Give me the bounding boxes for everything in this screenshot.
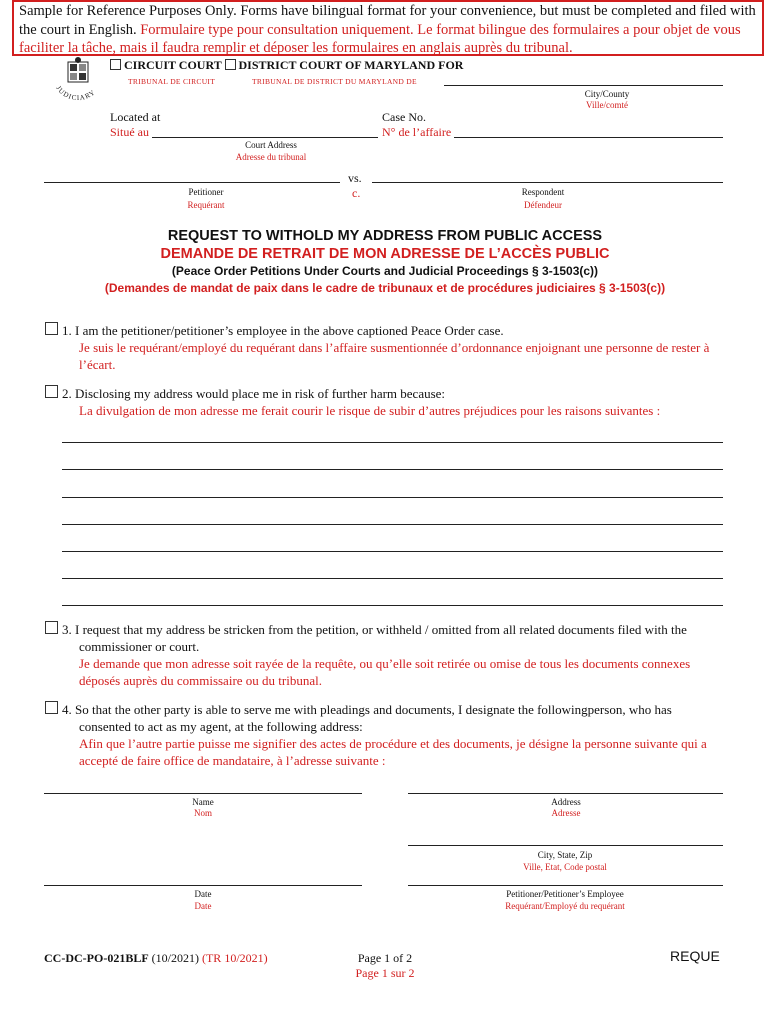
- case-no-label: Case No.: [382, 110, 426, 124]
- item-2: [62, 385, 722, 419]
- item-4: [62, 701, 722, 769]
- address-line[interactable]: [408, 793, 723, 794]
- item-4-text: 4. So that the other party is able to serve me with pleadings and documents, I designate the followingperson, who has consented to act as my agent, at the following address:: [62, 702, 672, 734]
- item-2-text-fr: La divulgation de mon adresse me ferait courir le risque de subir d’autres préjudices pour les raisons suivantes :: [79, 403, 661, 418]
- petitioner-employee-caption-fr: Requérant/Employé du requérant: [505, 901, 625, 911]
- city-state-zip-caption-fr: Ville, Etat, Code postal: [523, 862, 607, 872]
- reque-label: REQUE: [670, 948, 720, 964]
- page-number: Page 1 of 2: [357, 951, 413, 965]
- reason-line[interactable]: [62, 578, 723, 579]
- item-3: [62, 621, 722, 689]
- form-subtitle-fr: (Demandes de mandat de paix dans le cadre de tribunaux et de procédures judiciaires § 3-1503(c)): [104, 281, 666, 295]
- petitioner-employee-caption: Petitioner/Petitioner’s Employee: [506, 889, 624, 899]
- item-2-text: 2. Disclosing my address would place me in risk of further harm because:: [62, 386, 446, 401]
- item-4-checkbox[interactable]: [45, 701, 58, 714]
- reason-line[interactable]: [62, 605, 723, 606]
- court-address-caption: Court Address: [245, 140, 297, 150]
- vs-label: vs.: [348, 171, 362, 185]
- address-caption: Address: [551, 797, 581, 807]
- district-court-label-fr: TRIBUNAL DE DISTRICT DU MARYLAND DE: [252, 77, 417, 86]
- respondent-line[interactable]: [372, 182, 723, 183]
- petitioner-caption-fr: Requérant: [187, 200, 225, 210]
- city-county-label: City/County: [584, 89, 630, 99]
- translation-date: (TR 10/2021): [201, 951, 268, 965]
- circuit-court-label-fr: TRIBUNAL DE CIRCUIT: [128, 77, 216, 86]
- item-1: [62, 322, 722, 373]
- reason-line[interactable]: [62, 551, 723, 552]
- item-3-text-fr: Je demande que mon adresse soit rayée de la requête, ou qu’elle soit retirée ou omise de tous les documents connexes déposés auprès du commissaire ou du tribunal.: [79, 656, 691, 688]
- form-id: [44, 951, 268, 966]
- date-caption: Date: [194, 889, 212, 899]
- circuit-court-checkbox[interactable]: [110, 59, 121, 70]
- date-caption-fr: Date: [194, 901, 212, 911]
- seal-text: JUDICIARY: [54, 84, 98, 102]
- located-at-label-fr: Situé au: [110, 125, 149, 139]
- item-1-text: 1. I am the petitioner/petitioner’s employee in the above captioned Peace Order case.: [62, 323, 504, 338]
- petitioner-signature-line[interactable]: [408, 885, 723, 886]
- form-subtitle: (Peace Order Petitions Under Courts and Judicial Proceedings § 3-1503(c)): [171, 264, 599, 278]
- reason-line[interactable]: [62, 497, 723, 498]
- form-date: (10/2021): [151, 951, 199, 965]
- name-caption-fr: Nom: [194, 808, 212, 818]
- respondent-caption-fr: Défendeur: [524, 200, 562, 210]
- svg-text:JUDICIARY: [54, 84, 97, 102]
- petitioner-caption: Petitioner: [188, 187, 224, 197]
- city-county-line[interactable]: [444, 85, 723, 86]
- reason-line[interactable]: [62, 524, 723, 525]
- item-3-checkbox[interactable]: [45, 621, 58, 634]
- form-number: CC-DC-PO-021BLF: [44, 951, 149, 965]
- city-county-label-fr: Ville/comté: [586, 100, 628, 110]
- reference-notice: [12, 0, 764, 56]
- item-1-checkbox[interactable]: [45, 322, 58, 335]
- notice-english: Sample for Reference Purposes Only. Forms have bilingual format for your convenience, but must be completed and filed with the court in English.: [19, 3, 756, 38]
- court-address-caption-fr: Adresse du tribunal: [235, 152, 307, 162]
- form-title-fr: DEMANDE DE RETRAIT DE MON ADRESSE DE L’ACCÈS PUBLIC: [160, 246, 610, 262]
- form-title: REQUEST TO WITHOLD MY ADDRESS FROM PUBLIC ACCESS: [167, 228, 603, 244]
- maryland-judiciary-seal-icon: [48, 52, 108, 102]
- city-state-zip-caption: City, State, Zip: [537, 850, 593, 860]
- petitioner-line[interactable]: [44, 182, 340, 183]
- district-court-label: DISTRICT COURT OF MARYLAND FOR: [238, 58, 464, 72]
- court-selection: [110, 58, 463, 73]
- page-number-fr: Page 1 sur 2: [355, 966, 415, 980]
- case-no-line[interactable]: [454, 137, 723, 138]
- vs-label-fr: c.: [352, 186, 361, 200]
- name-line[interactable]: [44, 793, 362, 794]
- city-state-zip-line[interactable]: [408, 845, 723, 846]
- located-at-label: Located at: [110, 110, 161, 124]
- name-caption: Name: [192, 797, 214, 807]
- item-2-checkbox[interactable]: [45, 385, 58, 398]
- respondent-caption: Respondent: [521, 187, 565, 197]
- notice-french: Formulaire type pour consultation uniquement. Le format bilingue des formulaires a pour objet de vous faciliter la tâche, mais il faudra remplir et déposer les formulaires en anglais auprès du tribunal.: [19, 21, 741, 56]
- item-1-text-fr: Je suis le requérant/employé du requérant dans l’affaire susmentionnée d’ordonnance enjoignant une personne de rester à l’écart.: [79, 340, 710, 372]
- date-line[interactable]: [44, 885, 362, 886]
- item-3-text: 3. I request that my address be stricken from the petition, or withheld / omitted from all related documents filed with the commissioner or court.: [62, 622, 687, 654]
- court-address-line[interactable]: [152, 137, 378, 138]
- circuit-court-label: CIRCUIT COURT: [124, 58, 222, 72]
- address-caption-fr: Adresse: [551, 808, 581, 818]
- reason-line[interactable]: [62, 442, 723, 443]
- item-4-text-fr: Afin que l’autre partie puisse me signifier des actes de procédure et des documents, je désigne la personne suivante qui a accepté de faire office de mandataire, à l’adresse suivante :: [79, 736, 707, 768]
- district-court-checkbox[interactable]: [225, 59, 236, 70]
- case-no-label-fr: N° de l’affaire: [382, 125, 452, 139]
- reason-line[interactable]: [62, 469, 723, 470]
